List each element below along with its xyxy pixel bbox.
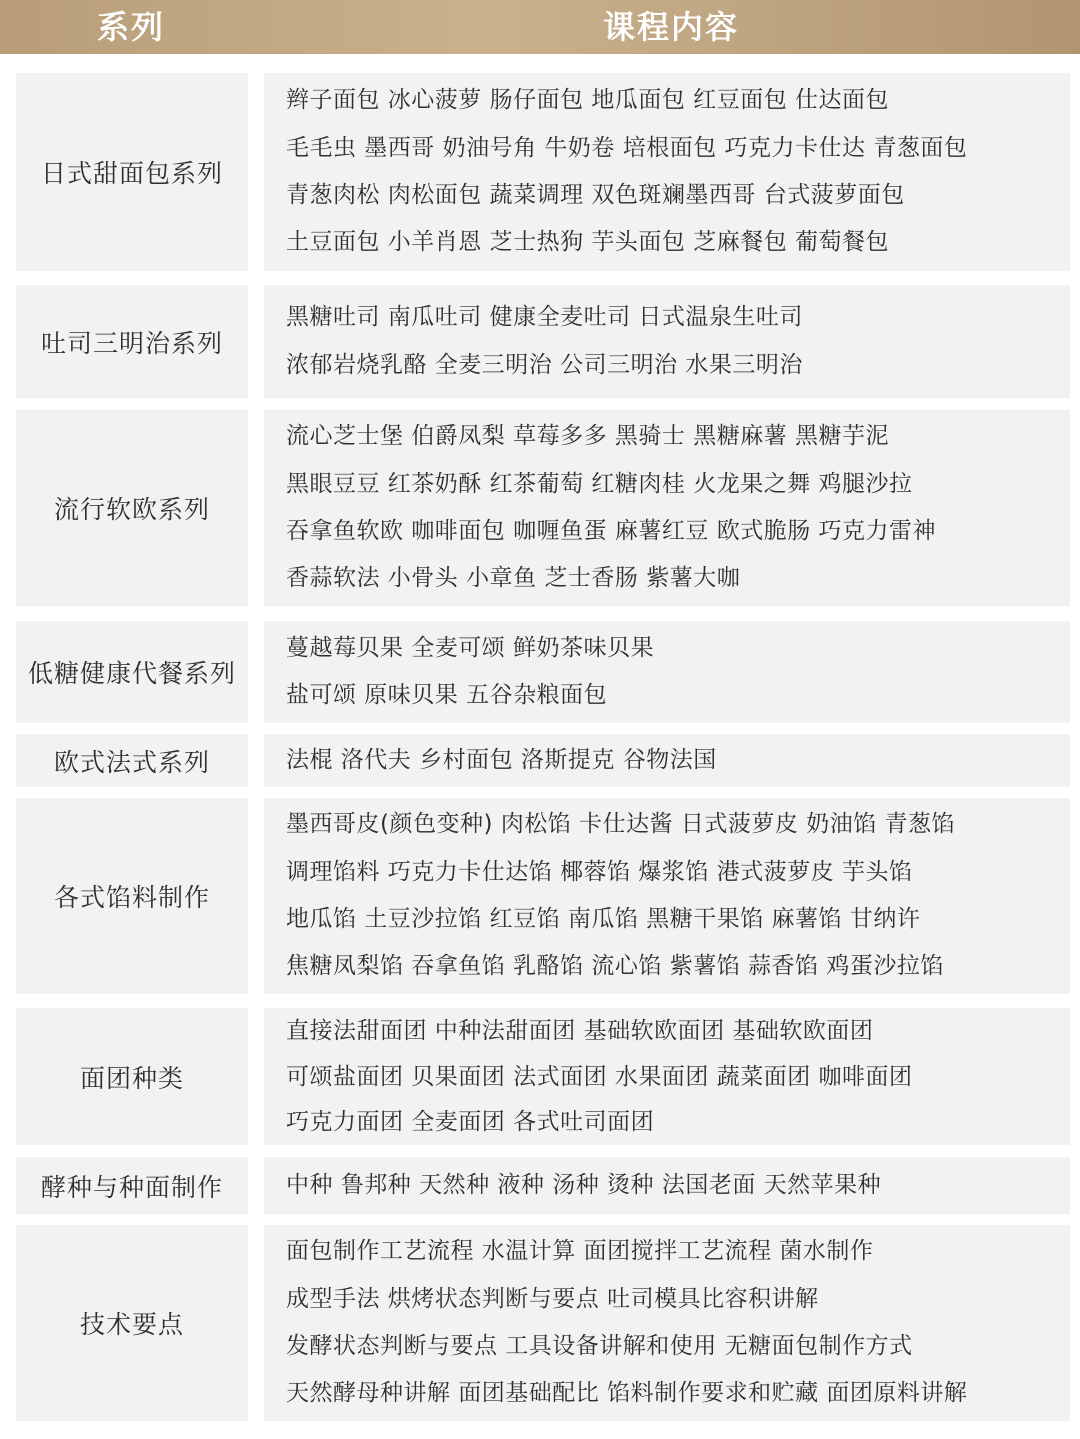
- course-line: 黑眼豆豆 红茶奶酥 红茶葡萄 红糖肉桂 火龙果之舞 鸡腿沙拉: [286, 470, 913, 497]
- course-line: 辫子面包 冰心菠萝 肠仔面包 地瓜面包 红豆面包 仕达面包: [286, 87, 890, 114]
- course-line: 吞拿鱼软欧 咖啡面包 咖喱鱼蛋 麻薯红豆 欧式脆肠 巧克力雷神: [286, 518, 937, 544]
- course-line: 香蒜软法 小骨头 小章鱼 芝士香肠 紫薯大咖: [286, 565, 741, 592]
- table-row: [0, 1225, 1080, 1421]
- series-name: 各式馅料制作: [16, 798, 248, 994]
- course-line: 流心芝士堡 伯爵凤梨 草莓多多 黑骑士 黑糖麻薯 黑糖芋泥: [286, 423, 890, 450]
- course-line: 直接法甜面团 中种法甜面团 基础软欧面团 基础软欧面团: [286, 1018, 874, 1044]
- header-series: 系列: [96, 8, 165, 46]
- header-course-content: 课程内容: [602, 8, 739, 46]
- series-name: 流行软欧系列: [16, 410, 248, 606]
- series-name: 吐司三明治系列: [16, 285, 248, 398]
- course-line: 发酵状态判断与要点 工具设备讲解和使用 无糖面包制作方式: [286, 1333, 913, 1359]
- course-line: 青葱肉松 肉松面包 蔬菜调理 双色斑斓墨西哥 台式菠萝面包: [286, 182, 905, 208]
- course-content: [264, 1157, 1070, 1214]
- course-content: [264, 1225, 1070, 1421]
- table-row: [0, 73, 1080, 271]
- course-line: 盐可颂 原味贝果 五谷杂粮面包: [286, 682, 608, 708]
- course-line: 土豆面包 小羊肖恩 芝士热狗 芋头面包 芝麻餐包 葡萄餐包: [286, 229, 890, 256]
- course-content: [264, 621, 1070, 723]
- table-row: [0, 734, 1080, 787]
- course-line: 黑糖吐司 南瓜吐司 健康全麦吐司 日式温泉生吐司: [286, 304, 803, 331]
- table-row: [0, 410, 1080, 606]
- course-content: [264, 285, 1070, 398]
- course-content: [264, 734, 1070, 787]
- course-content: [264, 798, 1070, 994]
- table-row: [0, 621, 1080, 723]
- course-line: 调理馅料 巧克力卡仕达馅 椰蓉馅 爆浆馅 港式菠萝皮 芋头馅: [286, 858, 913, 885]
- series-name: 酵种与种面制作: [16, 1157, 248, 1214]
- course-line: 焦糖凤梨馅 吞拿鱼馅 乳酪馅 流心馅 紫薯馅 蒜香馅 鸡蛋沙拉馅: [286, 953, 944, 980]
- series-name: 低糖健康代餐系列: [16, 621, 248, 723]
- course-line: 法棍 洛代夫 乡村面包 洛斯提克 谷物法国: [286, 746, 717, 773]
- course-line: 墨西哥皮(颜色变种) 肉松馅 卡仕达酱 日式菠萝皮 奶油馅 青葱馅: [286, 811, 956, 838]
- course-line: 巧克力面团 全麦面团 各式吐司面团: [286, 1109, 655, 1136]
- table-row: [0, 1008, 1080, 1145]
- course-line: 天然酵母种讲解 面团基础配比 馅料制作要求和贮藏 面团原料讲解: [286, 1380, 968, 1407]
- course-line: 地瓜馅 土豆沙拉馅 红豆馅 南瓜馅 黑糖干果馅 麻薯馅 甘纳许: [286, 906, 921, 932]
- table-row: [0, 1157, 1080, 1214]
- course-content: [264, 410, 1070, 606]
- course-line: 毛毛虫 墨西哥 奶油号角 牛奶卷 培根面包 巧克力卡仕达 青葱面包: [286, 134, 968, 161]
- course-line: 成型手法 烘烤状态判断与要点 吐司模具比容积讲解: [286, 1285, 819, 1312]
- course-content: [264, 1008, 1070, 1145]
- course-line: 可颂盐面团 贝果面团 法式面团 水果面团 蔬菜面团 咖啡面团: [286, 1063, 913, 1090]
- table-header: [0, 0, 1080, 54]
- series-name: 日式甜面包系列: [16, 73, 248, 271]
- course-line: 面包制作工艺流程 水温计算 面团搅拌工艺流程 菌水制作: [286, 1238, 874, 1265]
- table-row: [0, 798, 1080, 994]
- course-line: 中种 鲁邦种 天然种 液种 汤种 烫种 法国老面 天然苹果种: [286, 1171, 882, 1198]
- course-line: 蔓越莓贝果 全麦可颂 鲜奶茶味贝果: [286, 634, 655, 661]
- series-name: 技术要点: [16, 1225, 248, 1421]
- table-row: [0, 285, 1080, 398]
- series-name: 欧式法式系列: [16, 734, 248, 787]
- course-line: 浓郁岩烧乳酪 全麦三明治 公司三明治 水果三明治: [286, 351, 803, 378]
- series-name: 面团种类: [16, 1008, 248, 1145]
- course-content: [264, 73, 1070, 271]
